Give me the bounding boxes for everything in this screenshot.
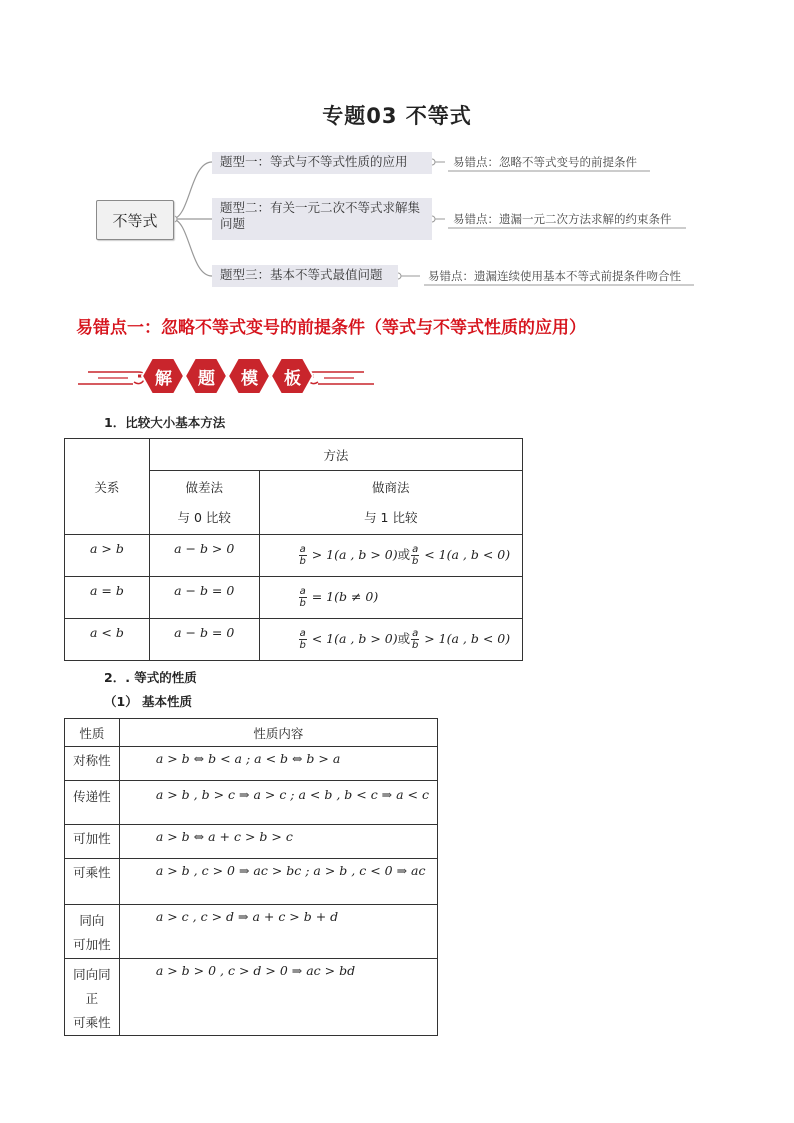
compare-methods-table <box>64 438 523 661</box>
mindmap-leaf-3: 易错点：遗漏连续使用基本不等式前提条件吻合性 <box>428 269 681 283</box>
banner-char-2: 题 <box>198 369 215 389</box>
equality-properties-table <box>64 718 438 1036</box>
table-row: 同向同正 可乘性 a > b > 0 , c > d > 0 ⇒ ac > bd <box>65 959 438 1036</box>
mindmap-branch-2: 题型二：有关一元二次不等式求解集问题 <box>212 198 432 240</box>
quot-method-header: 做商法 与 1 比较 <box>259 471 522 535</box>
table-row: a < b a − b = 0 $\frac{a}{b}$ < 1(a , b > 0)或 $\frac{a}{b}$ > 1(a , b < 0) <box>65 619 523 661</box>
table-row: a = b a − b = 0 $\frac{a}{b}$ = 1(b ≠ 0) <box>65 577 523 619</box>
mindmap-leaf-1: 易错点：忽略不等式变号的前提条件 <box>453 155 637 169</box>
table-row: 对称性 a > b ⇔ b < a ; a < b ⇔ b > a <box>65 747 438 781</box>
property-header: 性质 <box>65 719 120 747</box>
content-header: 性质内容 <box>119 719 437 747</box>
mindmap-leaf-2: 易错点：遗漏一元二次方法求解的约束条件 <box>453 212 672 226</box>
banner-char-1: 解 <box>155 369 172 389</box>
mindmap-connectors <box>0 0 794 300</box>
banner-char-4: 板 <box>284 369 301 389</box>
mindmap-root: 不等式 <box>96 200 174 240</box>
method-header: 方法 <box>149 439 522 471</box>
fraction: $\frac{a}{b}$ <box>299 628 306 651</box>
section-heading: 易错点一：忽略不等式变号的前提条件（等式与不等式性质的应用） <box>76 318 586 338</box>
subheading-2: 2．. 等式的性质 <box>104 670 197 685</box>
fraction: $\frac{a}{b}$ <box>299 544 306 567</box>
banner-char-3: 模 <box>241 369 258 389</box>
mindmap-branch-3: 题型三：基本不等式最值问题 <box>212 265 398 287</box>
table-row: a > b a − b > 0 $\frac{a}{b}$ > 1(a , b > 0)或 $\frac{a}{b}$ < 1(a , b < 0) <box>65 535 523 577</box>
mindmap-branch-1: 题型一：等式与不等式性质的应用 <box>212 152 432 174</box>
fraction: $\frac{a}{b}$ <box>412 544 419 567</box>
subheading-2a: （1） 基本性质 <box>104 694 193 709</box>
subheading-1: 1．比较大小基本方法 <box>104 415 226 430</box>
table-row: 传递性 a > b , b > c ⇒ a > c ; a < b , b < c ⇒ a < c <box>65 781 438 825</box>
table-row: 可乘性 a > b , c > 0 ⇒ ac > bc ; a > b , c < 0 ⇒ ac <box>65 859 438 905</box>
table-row: 同向 可加性 a > c , c > d ⇒ a + c > b + d <box>65 905 438 959</box>
diff-method-header: 做差法 与 0 比较 <box>149 471 259 535</box>
relation-header: 关系 <box>65 439 150 535</box>
fraction: $\frac{a}{b}$ <box>412 628 419 651</box>
fraction: $\frac{a}{b}$ <box>299 586 306 609</box>
table-row: 可加性 a > b ⇔ a + c > b > c <box>65 825 438 859</box>
page-title: 专题03 不等式 <box>322 104 472 128</box>
